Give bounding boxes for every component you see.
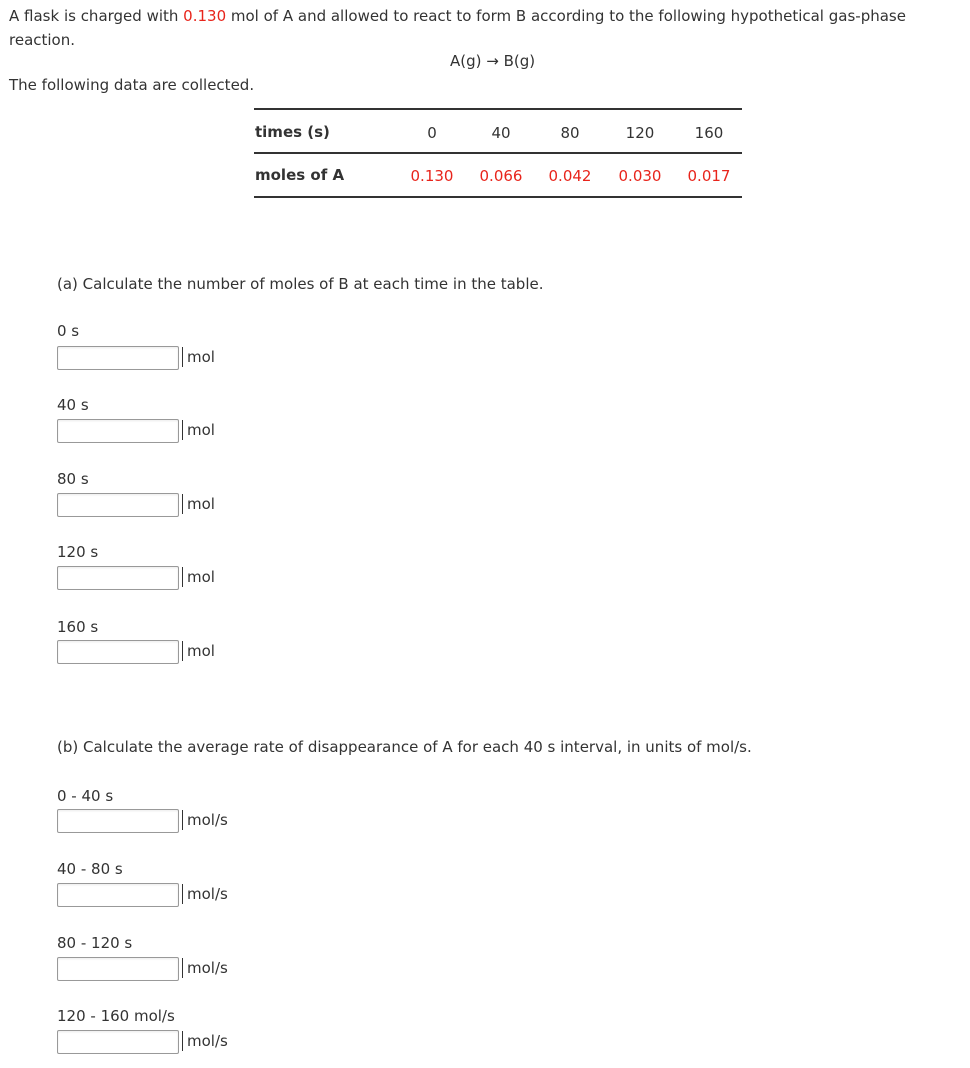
- unit-label: mol: [182, 567, 215, 587]
- moles-cell: 0.066: [479, 167, 523, 185]
- times-header: times (s): [255, 123, 330, 141]
- initial-moles-value: 0.130: [183, 7, 227, 25]
- unit-label: mol: [182, 420, 215, 440]
- time-cell: 40: [491, 124, 511, 142]
- part-b-label: 120 - 160 mol/s: [57, 1007, 175, 1025]
- rate-80-120-input[interactable]: [57, 957, 179, 981]
- moles-header: moles of A: [255, 166, 345, 184]
- intro-text-after: mol of A and allowed to react to form B according to the following hypothetical gas-phase reaction.: [9, 7, 906, 49]
- moles-b-160s-input[interactable]: [57, 640, 179, 664]
- table-bottom-rule: [254, 196, 742, 198]
- table-top-rule: [254, 108, 742, 110]
- unit-label: mol/s: [182, 884, 228, 904]
- time-cell: 120: [625, 124, 655, 142]
- moles-b-40s-input[interactable]: [57, 419, 179, 443]
- unit-label: mol/s: [182, 958, 228, 978]
- time-cell: 80: [560, 124, 580, 142]
- part-b-label: 0 - 40 s: [57, 787, 114, 805]
- part-a-label: 40 s: [57, 396, 89, 414]
- moles-cell: 0.030: [618, 167, 662, 185]
- unit-label: mol/s: [182, 810, 228, 830]
- part-a-label: 80 s: [57, 470, 89, 488]
- part-b-label: 40 - 80 s: [57, 860, 123, 878]
- rate-120-160-input[interactable]: [57, 1030, 179, 1054]
- reaction-equation: [450, 52, 535, 70]
- rate-40-80-input[interactable]: [57, 883, 179, 907]
- moles-b-0s-input[interactable]: [57, 346, 179, 370]
- unit-label: mol: [182, 494, 215, 514]
- time-cell: 160: [694, 124, 724, 142]
- moles-cell: 0.017: [687, 167, 731, 185]
- moles-b-120s-input[interactable]: [57, 566, 179, 590]
- part-a-prompt: (a) Calculate the number of moles of B at each time in the table.: [57, 275, 544, 293]
- unit-label: mol: [182, 641, 215, 661]
- part-b-label: 80 - 120 s: [57, 934, 133, 952]
- part-a-label: 120 s: [57, 543, 99, 561]
- moles-cell: 0.130: [410, 167, 454, 185]
- intro-text-before: A flask is charged with: [9, 7, 184, 25]
- table-mid-rule: [254, 152, 742, 154]
- moles-cell: 0.042: [548, 167, 592, 185]
- rate-0-40-input[interactable]: [57, 809, 179, 833]
- unit-label: mol: [182, 347, 215, 367]
- moles-b-80s-input[interactable]: [57, 493, 179, 517]
- data-intro: The following data are collected.: [9, 76, 255, 94]
- problem-intro: [9, 4, 964, 52]
- part-b-prompt: (b) Calculate the average rate of disappearance of A for each 40 s interval, in units of mol/s.: [57, 738, 752, 756]
- time-cell: 0: [427, 124, 437, 142]
- product: B(g): [503, 52, 536, 70]
- reactant: A(g): [450, 52, 482, 70]
- part-a-label: 0 s: [57, 322, 80, 340]
- reaction-arrow-icon: →: [486, 52, 499, 70]
- unit-label: mol/s: [182, 1031, 228, 1051]
- part-a-label: 160 s: [57, 618, 99, 636]
